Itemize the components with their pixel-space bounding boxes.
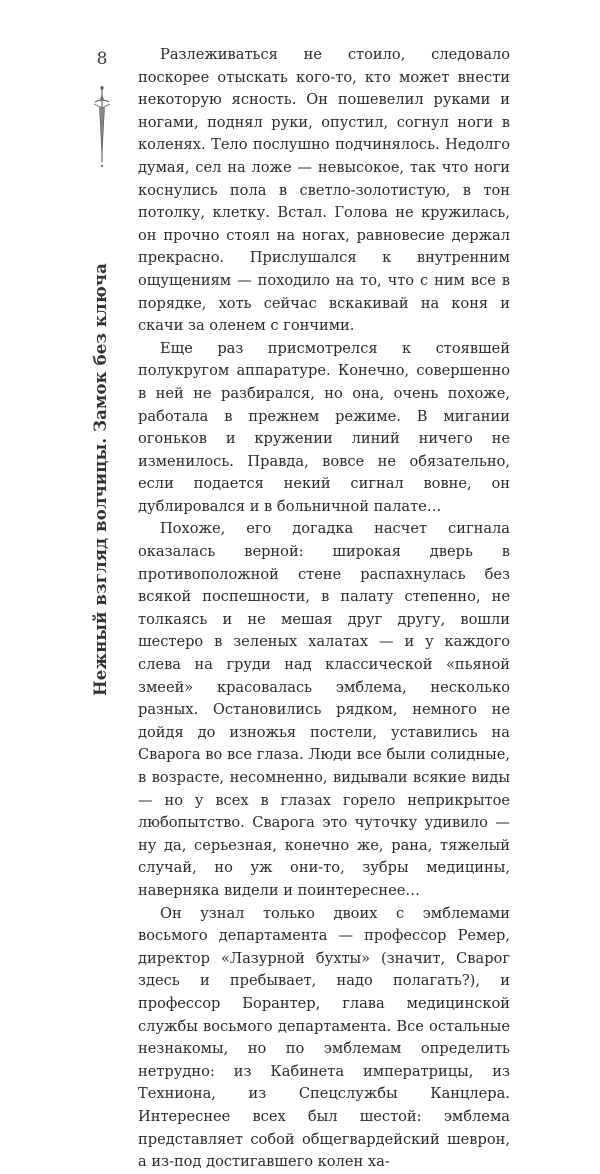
- paragraph: Он узнал только двоих с эмблемами восьмого департамента — профессор Ремер, директор «Лазурной бухты» (значит, Сварог здесь и пребывает, надо полагать?), и профессор Борантер, глава медицинской службы восьмого департамента. Все остальные незнакомы, но по эмблемам определить нетрудно: из Кабинета императрицы, из Техниона, из Спецслужбы Канцлера. Интереснее всех был шестой: эмблема представляет собой общегвардейский шеврон, а из-под достигавшего колен ха-: [138, 904, 510, 1171]
- paragraph: Похоже, его догадка насчет сигнала оказалась верной: широкая дверь в противоположной стене распахнулась без всякой поспешности, в палату степенно, не толкаясь и не мешая друг другу, вошли шестеро в зеленых халатах — и у каждого слева на груди над классической «пьяной змеей» красовалась эмблема, несколько разных. Остановились рядком, немного не дойдя до изножья постели, уставились на Сварога во все глаза. Люди все были солидные, в возрасте, несомненно, видывали всякие виды — но у всех в глазах горело неприкрытое любопытство. Сварога это чуточку удивило — ну да, серьезная, конечно же, рана, тяжелый случай, но уж они-то, зубры медицины, наверняка видели и поинтереснее…: [138, 520, 510, 899]
- sword-ornament-icon: [90, 84, 114, 184]
- page-number: 8: [96, 49, 108, 69]
- main-text: [138, 44, 510, 1174]
- paragraph: Разлеживаться не стоило, следовало поскорее отыскать кого-то, кто может внести некоторую ясность. Он пошевелил руками и ногами, поднял руки, опустил, согнул ноги в коленях. Тело послушно подчинялось. Недолго думая, сел на ложе — невысокое, так что ноги коснулись пола в светло-золотистую, в тон потолку, клетку. Встал. Голова не кружилась, он прочно стоял на ногах, равновесие держал прекрасно. Прислушался к внутренним ощущениям — походило на то, что с ним все в порядке, хоть сейчас вскакивай на коня и скачи за оленем с гончими.: [138, 46, 510, 335]
- running-head: Нежный взгляд волчицы. Замок без ключа: [91, 263, 110, 696]
- paragraph: Еще раз присмотрелся к стоявшей полукругом аппаратуре. Конечно, совершенно в ней не разбирался, но она, очень похоже, работала в прежнем режиме. В мигании огоньков и кружении линий ничего не изменилось. Правда, вовсе не обязательно, если подается некий сигнал вовне, он дублировался и в больничной палате…: [138, 339, 510, 515]
